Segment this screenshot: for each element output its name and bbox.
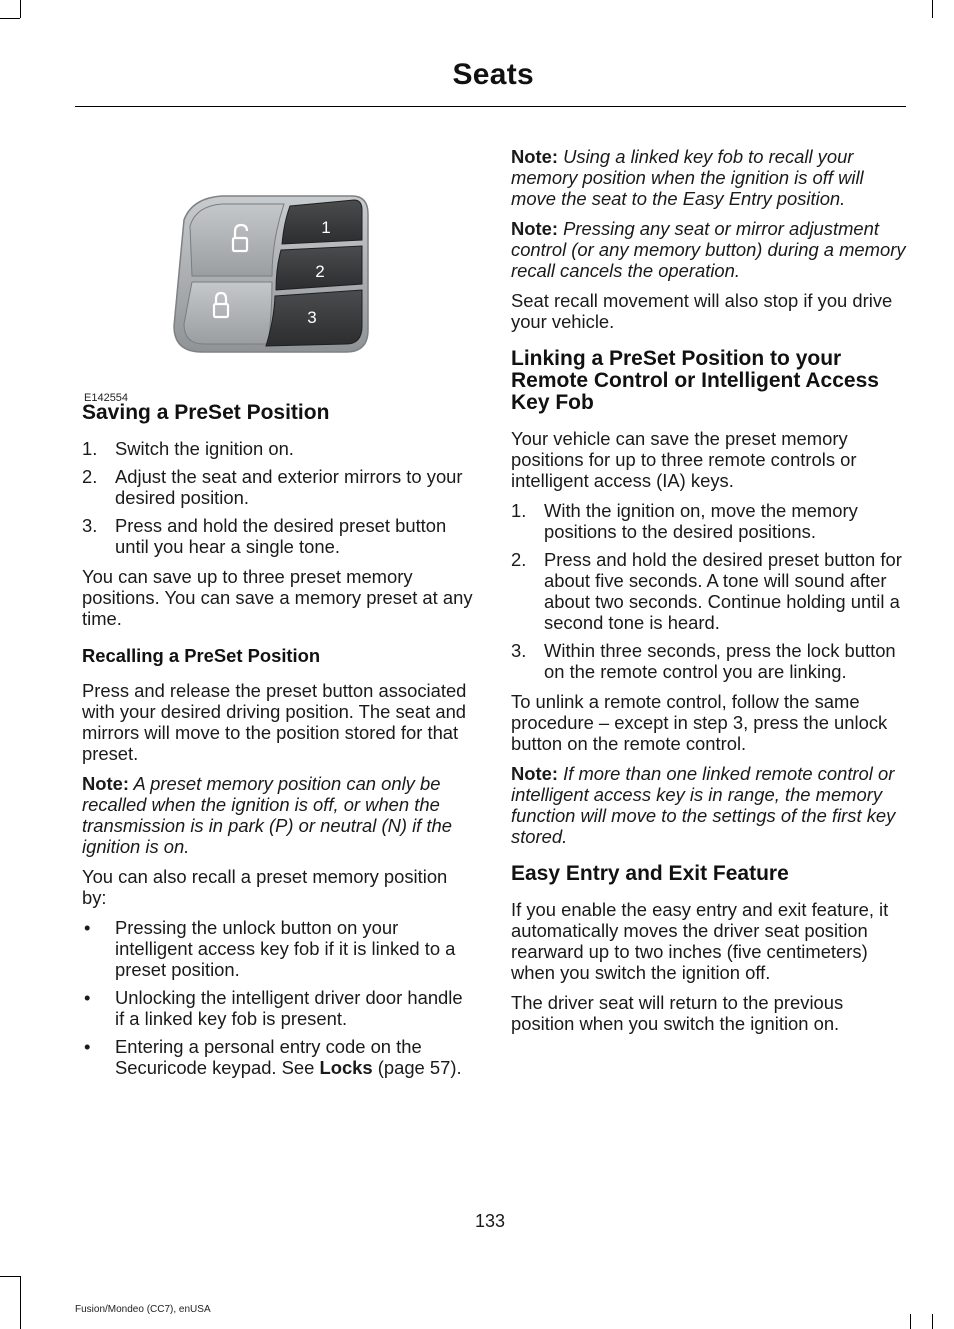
list-item [511,640,906,682]
bullet: • [84,917,91,938]
step-text: Within three seconds, press the lock button on the remote control you are linking. [544,640,896,682]
note-label: Note: [82,773,129,794]
crop-mark [0,18,20,19]
step-text: With the ignition on, move the memory positions to the desired positions. [544,500,858,542]
bullet: • [84,987,91,1008]
step-number: 3. [82,515,98,536]
easy-entry-heading: Easy Entry and Exit Feature [511,862,789,885]
step-text: Press and hold the desired preset button until you hear a single tone. [115,515,447,557]
step-number: 3. [511,640,527,661]
preset-button-3: 3 [307,308,317,327]
memory-buttons-illustration [162,180,462,420]
easy-return-paragraph: The driver seat will return to the previous position when you switch the ignition on. [511,992,844,1034]
note-cancel-recall [511,218,906,281]
saving-preset-heading: Saving a PreSet Position [82,401,330,424]
figure-code: E142554 [84,392,129,404]
crop-mark [932,1314,933,1329]
recall-paragraph: Press and release the preset button associated with your desired driving position. The seat and mirrors will move to the position stored for that preset. [82,680,467,764]
right-column [511,146,906,1043]
memory-seat-buttons-figure [82,140,474,402]
note-text: If more than one linked remote control or intelligent access key is in range, the memory function will move to the settings of the first key stored. [511,763,896,847]
footer-text: Fusion/Mondeo (CC7), enUSA [75,1304,211,1315]
list-item [82,515,474,557]
note-label: Note: [511,763,558,784]
linking-steps-list [511,500,906,682]
saving-steps-list [82,438,474,557]
list-item [511,549,906,633]
note-preset-recall [82,773,474,857]
recall-stop-paragraph: Seat recall movement will also stop if you drive your vehicle. [511,290,893,332]
list-item [82,987,474,1029]
crop-mark [910,1314,911,1329]
bullet-text-suffix: (page 57). [372,1057,462,1078]
step-number: 1. [82,438,98,459]
linking-preset-heading: Linking a PreSet Position to your Remote Control or Intelligent Access Key Fob [511,347,879,414]
note-text: Pressing any seat or mirror adjustment control (or any memory button) during a memory recall cancels the operation. [511,218,906,281]
locks-link[interactable]: Locks [319,1057,373,1078]
bullet-text: Unlocking the intelligent driver door handle if a linked key fob is present. [115,987,463,1029]
bullet-text: Entering a personal entry code on the Securicode keypad. See [115,1036,422,1078]
note-label: Note: [511,218,558,239]
step-text: Switch the ignition on. [115,438,294,459]
list-item [82,917,474,980]
note-multiple-keys [511,763,906,847]
step-text: Adjust the seat and exterior mirrors to your desired position. [115,466,463,508]
note-text: Using a linked key fob to recall your memory position when the ignition is off will move the seat to the Easy Entry position. [511,146,864,209]
list-item [82,466,474,508]
easy-entry-paragraph: If you enable the easy entry and exit feature, it automatically moves the driver seat position rearward up to two inches (five centimeters) when you switch the ignition off. [511,899,889,983]
page-number: 133 [474,1211,506,1231]
recall-methods-list [82,917,474,1078]
also-recall-paragraph: You can also recall a preset memory position by: [82,866,448,908]
note-text: A preset memory position can only be recalled when the ignition is off, or when the transmission is in park (P) or neutral (N) if the ignition is on. [82,773,452,857]
list-item [82,438,474,459]
header-divider [75,106,906,107]
step-text: Press and hold the desired preset button for about five seconds. A tone will sound after about two seconds. Continue holding until a second tone is heard. [544,549,902,633]
page-title: Seats [452,58,534,91]
bullet: • [84,1036,91,1057]
crop-mark [0,1276,20,1277]
preset-button-2: 2 [315,262,325,281]
note-label: Note: [511,146,558,167]
crop-mark [20,1276,21,1329]
step-number: 1. [511,500,527,521]
saving-paragraph: You can save up to three preset memory positions. You can save a memory preset at any time. [82,566,473,629]
unlink-paragraph: To unlink a remote control, follow the same procedure – except in step 3, press the unlock button on the remote control. [511,691,888,754]
step-number: 2. [82,466,98,487]
preset-button-1: 1 [321,218,331,237]
note-linked-key-fob [511,146,906,209]
recalling-preset-heading: Recalling a PreSet Position [82,645,321,666]
linking-paragraph: Your vehicle can save the preset memory positions for up to three remote controls or intelligent access (IA) keys. [511,428,857,491]
list-item [82,1036,474,1078]
crop-mark [932,0,933,18]
bullet-text: Pressing the unlock button on your intelligent access key fob if it is linked to a preset position. [115,917,456,980]
step-number: 2. [511,549,527,570]
left-column [82,140,474,1087]
crop-mark [20,0,21,18]
list-item [511,500,906,542]
